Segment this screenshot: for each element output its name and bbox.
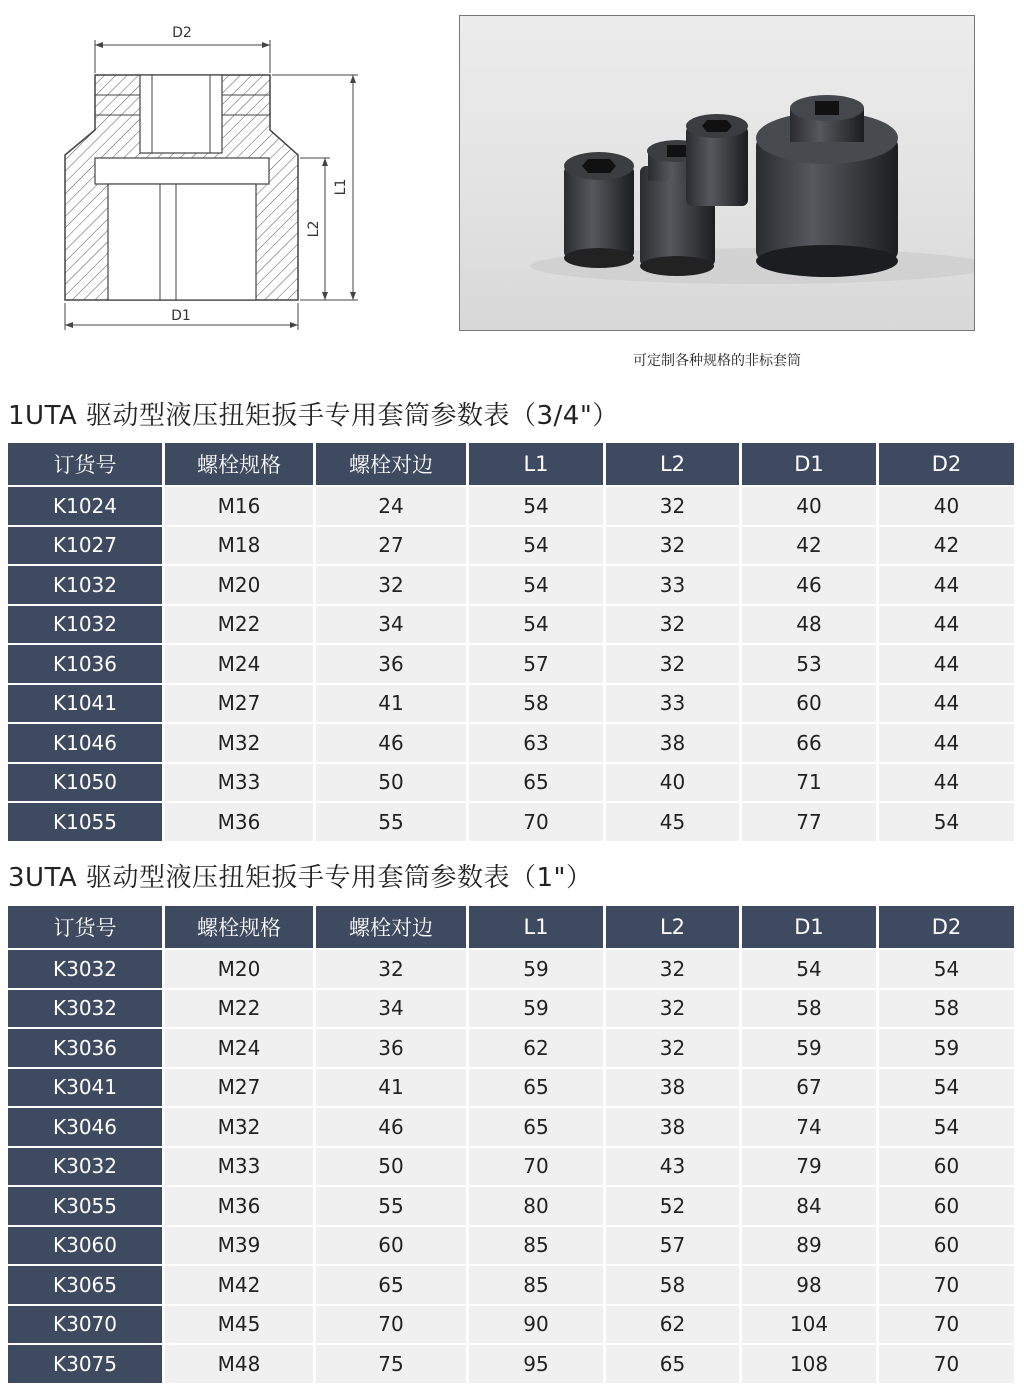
table-cell: 58 [606,1266,739,1304]
table-cell: 32 [606,645,739,683]
table-cell: 75 [316,1345,466,1383]
table-cell: 65 [469,764,603,802]
column-header: 订货号 [8,443,162,485]
table-cell: 32 [606,950,739,988]
table-cell: 60 [879,1148,1014,1186]
table-cell: 32 [606,527,739,565]
table-cell: 50 [316,1148,466,1186]
table-cell: 85 [469,1227,603,1265]
socket-table-3-4 [8,443,1014,841]
table-cell: M16 [165,487,313,525]
table-cell: 40 [879,487,1014,525]
table-cell: 58 [742,990,876,1028]
order-number-cell: K1041 [8,685,162,723]
table-cell: 42 [879,527,1014,565]
table-cell: 85 [469,1266,603,1304]
photo-caption: 可定制各种规格的非标套筒 [633,353,801,369]
table-cell: 32 [606,1029,739,1067]
table-cell: 44 [879,764,1014,802]
order-number-cell: K3041 [8,1069,162,1107]
table-cell: 104 [742,1306,876,1344]
table-row [8,606,1014,644]
table-cell: 80 [469,1187,603,1225]
table-cell: 36 [316,1029,466,1067]
table-cell: M27 [165,1069,313,1107]
table-cell: 33 [606,566,739,604]
table-cell: 54 [469,566,603,604]
table-cell: 38 [606,1108,739,1146]
dim-label-l2: L2 [306,220,322,238]
table-cell: M33 [165,764,313,802]
order-number-cell: K3032 [8,950,162,988]
table-cell: 59 [469,990,603,1028]
table-cell: 54 [469,606,603,644]
table-cell: 59 [879,1029,1014,1067]
table-cell: 54 [879,950,1014,988]
order-number-cell: K1046 [8,724,162,762]
table-cell: 54 [742,950,876,988]
table-row [8,1069,1014,1107]
socket-section-drawing [40,15,380,335]
table-cell: M20 [165,566,313,604]
table-cell: M20 [165,950,313,988]
table-cell: M24 [165,1029,313,1067]
table-cell: 40 [606,764,739,802]
table-cell: 54 [879,803,1014,841]
table-cell: 32 [606,990,739,1028]
table-row [8,803,1014,841]
table-cell: 79 [742,1148,876,1186]
table-cell: 40 [742,487,876,525]
table-row [8,1266,1014,1304]
column-header: D2 [879,443,1014,485]
table-row [8,487,1014,525]
table-cell: M24 [165,645,313,683]
table-cell: 48 [742,606,876,644]
column-header: 螺栓对边 [316,906,466,948]
table-cell: 84 [742,1187,876,1225]
table-header-row [8,906,1014,948]
table-cell: 62 [469,1029,603,1067]
table-cell: 42 [742,527,876,565]
order-number-cell: K3070 [8,1306,162,1344]
table-cell: M45 [165,1306,313,1344]
table-cell: M39 [165,1227,313,1265]
table-row [8,527,1014,565]
table-row [8,950,1014,988]
column-header: L1 [469,443,603,485]
table-cell: 24 [316,487,466,525]
table-row [8,685,1014,723]
table-cell: M22 [165,606,313,644]
column-header: 螺栓对边 [316,443,466,485]
table-cell: 32 [316,950,466,988]
table-cell: 60 [316,1227,466,1265]
order-number-cell: K1027 [8,527,162,565]
order-number-cell: K1055 [8,803,162,841]
column-header: D1 [742,443,876,485]
table-row [8,1306,1014,1344]
table-cell: 44 [879,566,1014,604]
table-cell: 74 [742,1108,876,1146]
table-cell: 41 [316,1069,466,1107]
table-cell: 60 [879,1227,1014,1265]
table-cell: 44 [879,724,1014,762]
table-cell: 62 [606,1306,739,1344]
table-cell: 58 [469,685,603,723]
table-cell: 65 [606,1345,739,1383]
column-header: 螺栓规格 [165,906,313,948]
table-cell: M42 [165,1266,313,1304]
table-cell: M22 [165,990,313,1028]
table-cell: 27 [316,527,466,565]
order-number-cell: K1036 [8,645,162,683]
table-cell: 90 [469,1306,603,1344]
sockets-illustration [460,16,975,331]
table-cell: 32 [316,566,466,604]
table-cell: 43 [606,1148,739,1186]
table-cell: 46 [742,566,876,604]
table-cell: 58 [879,990,1014,1028]
table-cell: M48 [165,1345,313,1383]
table-cell: 38 [606,1069,739,1107]
table-cell: 60 [879,1187,1014,1225]
table-row [8,764,1014,802]
table-cell: 41 [316,685,466,723]
table-cell: 95 [469,1345,603,1383]
table-cell: 65 [469,1108,603,1146]
table-cell: 32 [606,606,739,644]
order-number-cell: K1032 [8,606,162,644]
table-cell: 70 [316,1306,466,1344]
table-row [8,566,1014,604]
order-number-cell: K3055 [8,1187,162,1225]
order-number-cell: K1050 [8,764,162,802]
order-number-cell: K3032 [8,1148,162,1186]
table-cell: 70 [879,1345,1014,1383]
table-cell: M36 [165,1187,313,1225]
table-cell: M32 [165,724,313,762]
dim-label-d2: D2 [172,25,192,41]
table-cell: 89 [742,1227,876,1265]
table-cell: M32 [165,1108,313,1146]
order-number-cell: K1032 [8,566,162,604]
socket-back [686,114,748,206]
table-cell: 70 [469,1148,603,1186]
table-cell: 57 [469,645,603,683]
table-cell: 65 [469,1069,603,1107]
table-cell: 108 [742,1345,876,1383]
table-row [8,1345,1014,1383]
table-row [8,1029,1014,1067]
table-cell: 32 [606,487,739,525]
table-cell: 77 [742,803,876,841]
product-photo [459,15,975,331]
socket-table-1 [8,906,1014,1383]
table-cell: 70 [879,1306,1014,1344]
column-header: D1 [742,906,876,948]
table-cell: 66 [742,724,876,762]
dim-label-d1: D1 [171,308,191,324]
table-cell: 54 [469,527,603,565]
table-cell: 34 [316,606,466,644]
table-cell: 71 [742,764,876,802]
table-cell: 67 [742,1069,876,1107]
order-number-cell: K3065 [8,1266,162,1304]
order-number-cell: K3032 [8,990,162,1028]
column-header: L2 [606,443,739,485]
table-row [8,1108,1014,1146]
table-cell: M36 [165,803,313,841]
dim-label-l1: L1 [333,178,349,196]
table-row [8,1187,1014,1225]
table-cell: 44 [879,606,1014,644]
order-number-cell: K3036 [8,1029,162,1067]
table-cell: 54 [469,487,603,525]
socket-large [756,95,898,277]
table-cell: 46 [316,1108,466,1146]
table-1-title: 1UTA 驱动型液压扭矩扳手专用套筒参数表（3/4"） [8,401,619,431]
table-cell: 59 [742,1029,876,1067]
table-row [8,1148,1014,1186]
table-cell: 54 [879,1108,1014,1146]
table-2-title: 3UTA 驱动型液压扭矩扳手专用套筒参数表（1"） [8,863,593,893]
column-header: L1 [469,906,603,948]
socket-drawing-svg [40,15,380,335]
table-cell: 45 [606,803,739,841]
table-cell: M18 [165,527,313,565]
table-row [8,724,1014,762]
column-header: 订货号 [8,906,162,948]
table-cell: M27 [165,685,313,723]
table-cell: 46 [316,724,466,762]
table-cell: 65 [316,1266,466,1304]
table-cell: 60 [742,685,876,723]
table-cell: 98 [742,1266,876,1304]
table-cell: 59 [469,950,603,988]
table-cell: 70 [469,803,603,841]
table-cell: M33 [165,1148,313,1186]
table-cell: 33 [606,685,739,723]
order-number-cell: K1024 [8,487,162,525]
table-row [8,990,1014,1028]
table-cell: 53 [742,645,876,683]
table-cell: 54 [879,1069,1014,1107]
table-cell: 52 [606,1187,739,1225]
table-row [8,645,1014,683]
socket-small-left [564,152,634,268]
table-cell: 63 [469,724,603,762]
table-row [8,1227,1014,1265]
column-header: 螺栓规格 [165,443,313,485]
table-cell: 34 [316,990,466,1028]
order-number-cell: K3075 [8,1345,162,1383]
table-cell: 44 [879,645,1014,683]
table-cell: 55 [316,803,466,841]
table-cell: 57 [606,1227,739,1265]
column-header: D2 [879,906,1014,948]
table-cell: 44 [879,685,1014,723]
table-header-row [8,443,1014,485]
table-cell: 70 [879,1266,1014,1304]
table-cell: 36 [316,645,466,683]
table-cell: 55 [316,1187,466,1225]
order-number-cell: K3060 [8,1227,162,1265]
order-number-cell: K3046 [8,1108,162,1146]
column-header: L2 [606,906,739,948]
table-cell: 50 [316,764,466,802]
table-cell: 38 [606,724,739,762]
